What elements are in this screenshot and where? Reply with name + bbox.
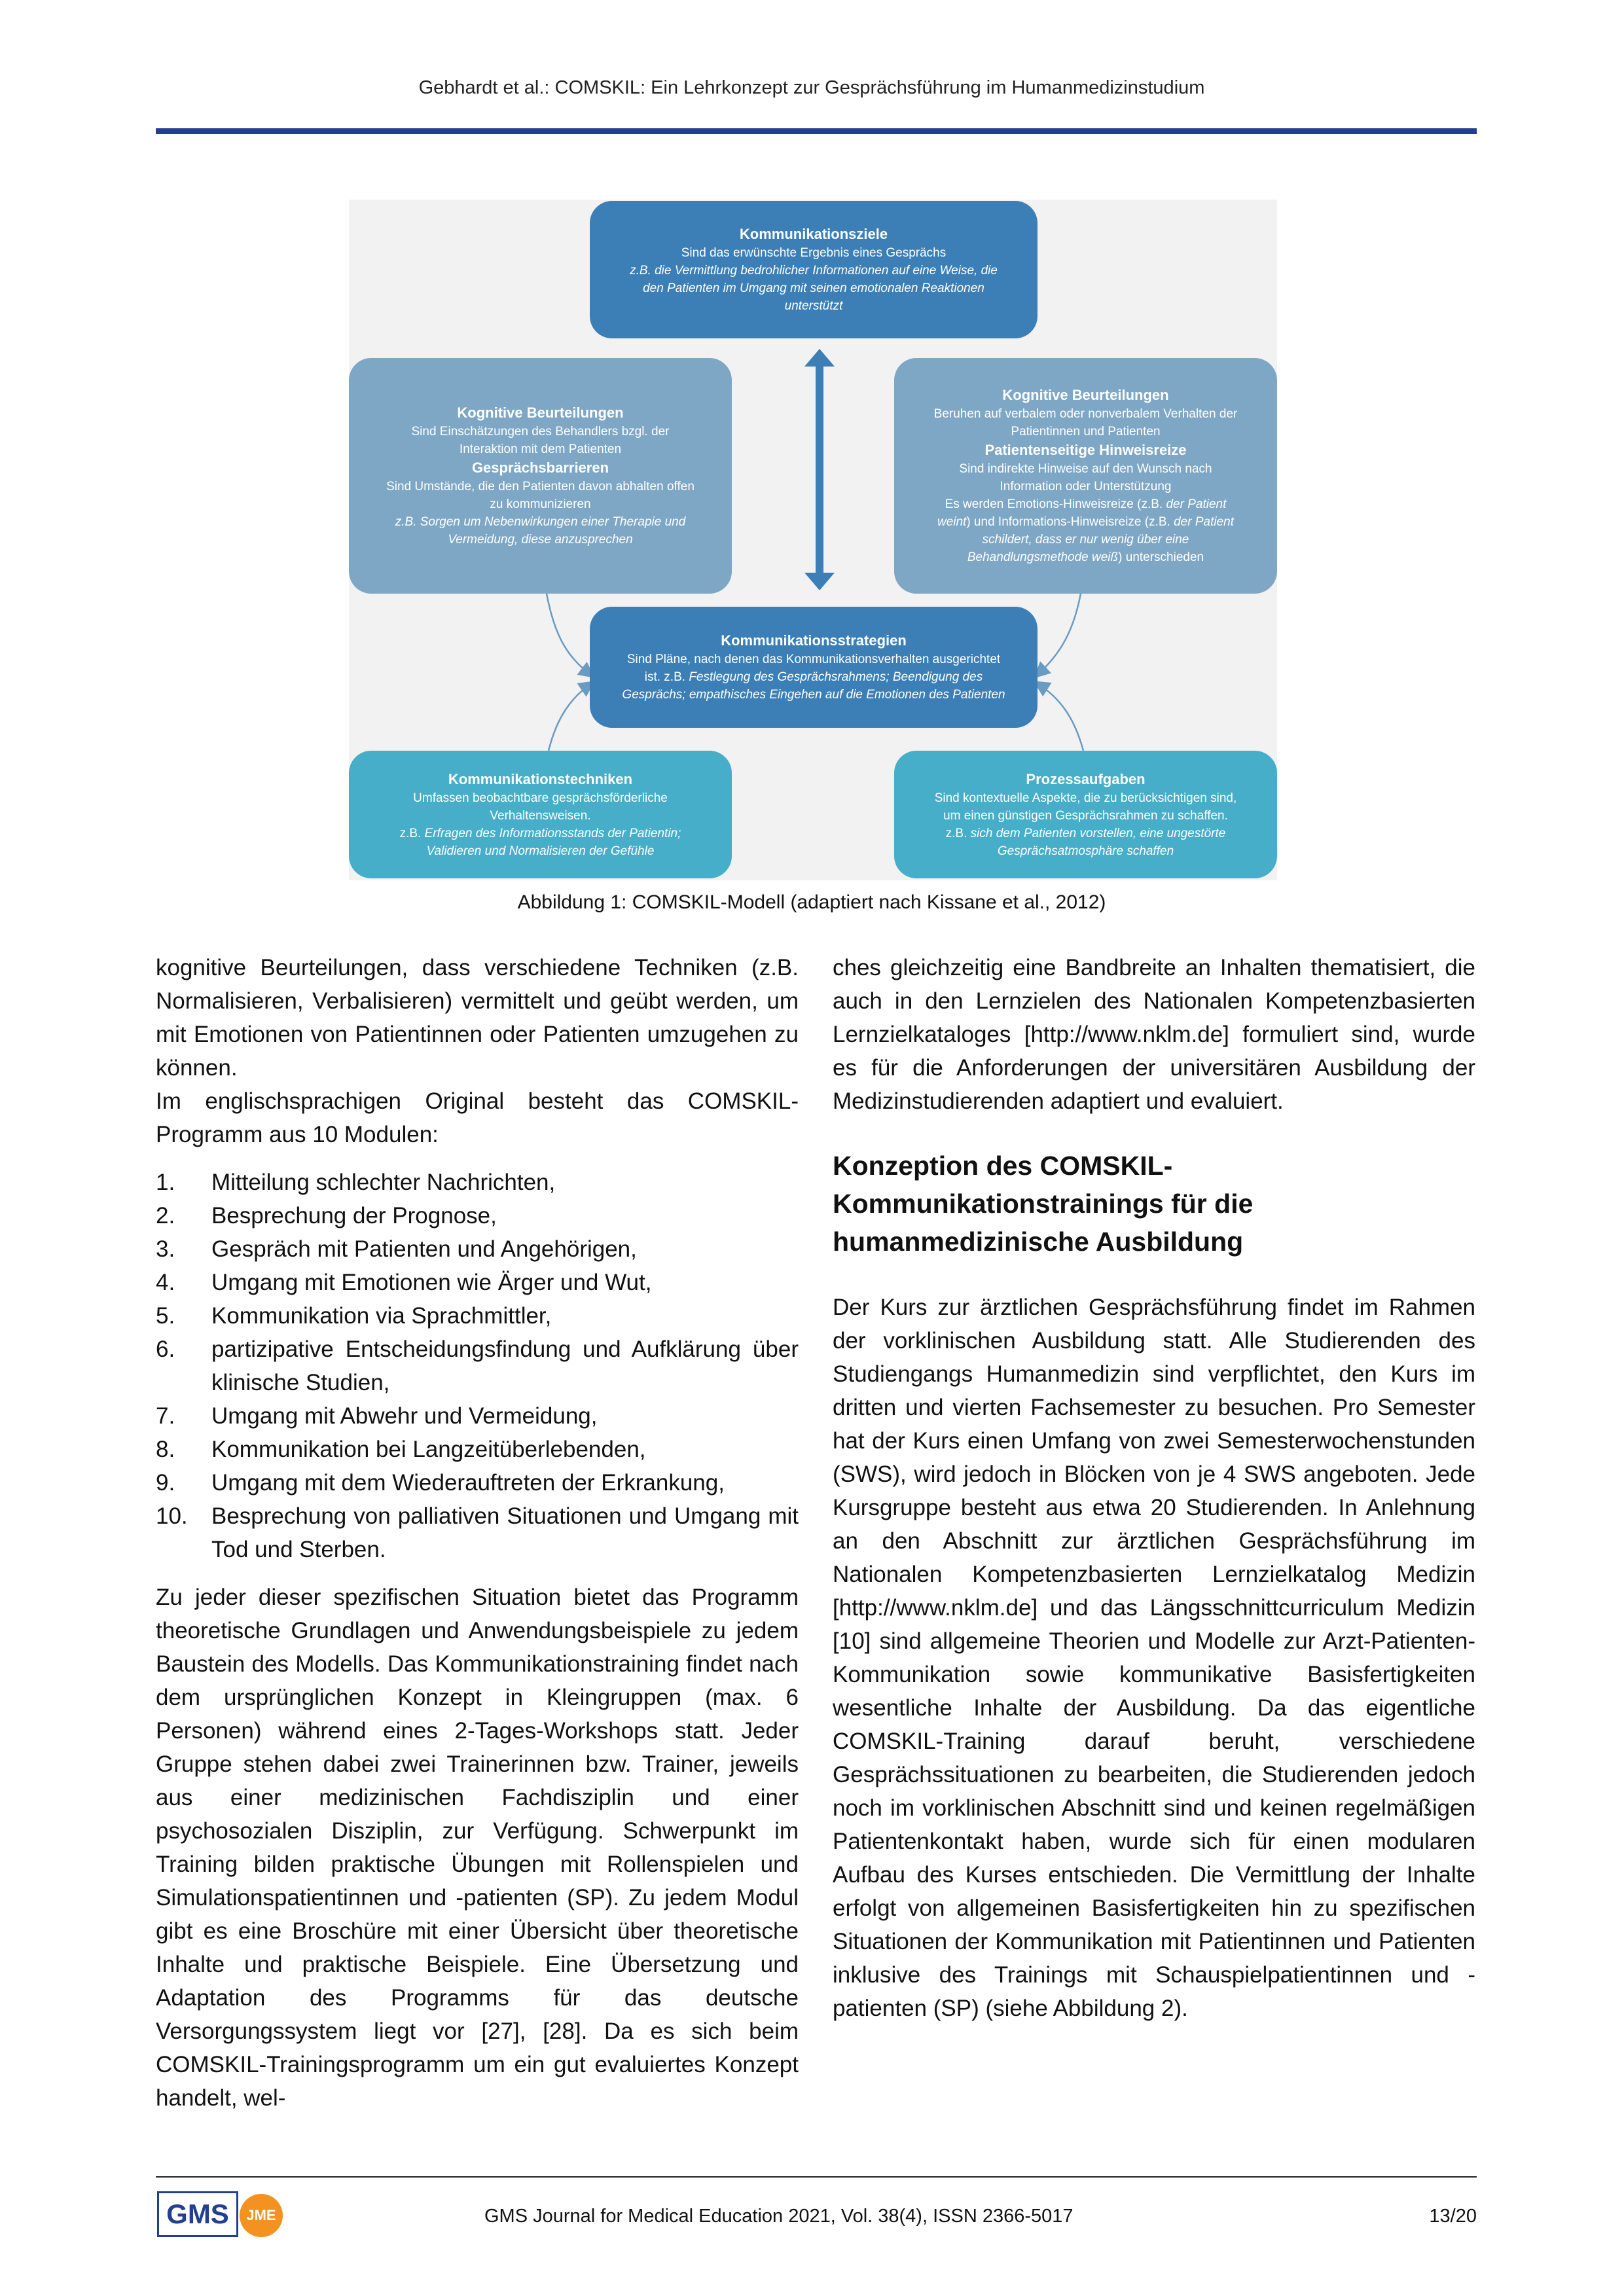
footer-rule (156, 2176, 1477, 2178)
goals-box: Kommunikationsziele Sind das erwünschte Ergebnis eines Gesprächs z.B. die Vermittlung bedrohlicher Informationen auf eine Weise, die den Patienten im Umgang mit seinen emotionalen Reaktionen unterstützt (590, 201, 1038, 338)
gms-logo: GMS (157, 2191, 238, 2237)
section-heading: Konzeption des COMSKIL-Kommunikationstrainings für die humanmedizinische Ausbildung (833, 1151, 1254, 1257)
jme-logo: JME (240, 2194, 283, 2237)
list-item: 7. Umgang mit Abwehr und Vermeidung, (156, 1403, 598, 1429)
paragraph: Der Kurs zur ärztlichen Gesprächsführung findet im Rahmen der vorklinischen Ausbildung statt. Alle Studierenden des Studiengangs Humanmedizin sind verpflichtet, den Kurs im dritten und vierten Fachsemester zu besuchen. Pro Semester hat der Kurs einen Umfang von zwei Semesterwochenstunden (SWS), wird jedoch in Blöcken von je 4 SWS angeboten. Jede Kursgruppe besteht aus etwa 20 Studierenden. In Anlehnung an den Abschnitt zur ärztlichen Gesprächsführung im Nationalen Kompetenzbasierten Lernzielkatalog Medizin [http://www.nklm.de] und das Längsschnittcurriculum Medizin [10] sind allgemeine Theorien und Modelle zur Arzt-Patienten-Kommunikation sowie kommunikative Basisfertigkeiten wesentliche Inhalte der Ausbildung. Da das eigentliche COMSKIL-Training darauf beruht, verschiedene Gesprächssituationen zu bearbeiten, die Studierenden jedoch noch im vorklinischen Abschnitt sind und keinen regelmäßigen Patientenkontakt haben, wurde sich für einen modularen Aufbau des Kurses entschieden. Die Vermittlung der Inhalte erfolgt von allgemeinen Basisfertigkeiten hin zu spezifischen Situationen der Kommunikation mit Patientinnen und Patienten inklusive des Trainings mit Schauspielpatientinnen und -patienten (SP) (siehe Abbildung 2). (833, 1295, 1475, 2021)
list-item: 10. Besprechung von palliativen Situationen und Umgang mit Tod und Sterben. (156, 1503, 799, 1562)
strategies-box: Kommunikationsstrategien Sind Pläne, nach denen das Kommunikationsverhalten ausgerichtet ist. z.B. Festlegung des Gesprächsrahmens; Beendigung des Gesprächs; empathisches Eingehen auf die Emotionen des Patienten (590, 607, 1038, 728)
list-item: 1. Mitteilung schlechter Nachrichten, (156, 1170, 556, 1195)
list-item: 4. Umgang mit Emotionen wie Ärger und Wut, (156, 1270, 652, 1295)
header-rule (156, 128, 1477, 134)
techniques-box: Kommunikationstechniken Umfassen beobachtbare gesprächsförderliche Verhaltensweisen. z.B. Erfragen des Informationsstands der Patientin; Validieren und Normalisieren der Gefühle (349, 751, 732, 878)
barriers-box: Kognitive Beurteilungen Sind Einschätzungen des Behandlers bzgl. der Interaktion mit dem Patienten Gesprächsbarrieren Sind Umstände, die den Patienten davon abhalten offen zu kommunizieren z.B. Sorgen um Nebenwirkungen einer Therapie und Vermeidung, diese anzusprechen (349, 358, 732, 594)
paragraph: Zu jeder dieser spezifischen Situation bietet das Programm theoretische Grundlagen und Anwendungsbeispiele zu jedem Baustein des Modells. Das Kommunikationstraining findet nach dem ursprünglichen Konzept in Kleingruppen (max. 6 Personen) während eines 2-Tages-Workshops statt. Jeder Gruppe stehen dabei zwei Trainerinnen bzw. Trainer, jeweils aus einer medizinischen Fachdisziplin und einer psychosozialen Disziplin, zur Verfügung. Schwerpunkt im Training bilden praktische Übungen mit Rollenspielen und Simulationspatientinnen und -patienten (SP). Zu jedem Modul gibt es eine Broschüre mit einer Übersicht über theoretische Inhalte und praktische Beispiele. Eine Übersetzung und Adaptation des Programms für das deutsche Versorgungssystem liegt vor [27], [28]. Da es sich beim COMSKIL-Trainingsprogramm um ein gut evaluiertes Konzept handelt, wel- (156, 1585, 799, 2111)
cues-box: Kognitive Beurteilungen Beruhen auf verbalem oder nonverbalem Verhalten der Patientinnen und Patienten Patientenseitige Hinweisreize Sind indirekte Hinweise auf den Wunsch nach Information oder Unterstützung Es werden Emotions-Hinweisreize (z.B. der Patient weint) und Informations-Hinweisreize (z.B. der Patient schildert, dass er nur wenig über eine Behandlungsmethode weiß) unterschieden (894, 358, 1277, 594)
figure-caption: Abbildung 1: COMSKIL-Modell (adaptiert nach Kissane et al., 2012) (517, 891, 1106, 913)
module-list (156, 1166, 799, 1566)
connector-left-lower (549, 683, 592, 751)
connector-right-upper (1036, 594, 1081, 676)
running-title: Gebhardt et al.: COMSKIL: Ein Lehrkonzept zur Gesprächsführung im Humanmedizinstudium (418, 77, 1205, 98)
right-column (833, 951, 1475, 2025)
page-number: 13/20 (1429, 2206, 1477, 2227)
list-item: 9. Umgang mit dem Wiederauftreten der Erkrankung, (156, 1470, 725, 1496)
list-item: 8. Kommunikation bei Langzeitüberlebenden, (156, 1437, 646, 1462)
left-column (156, 951, 799, 2115)
connector-left-upper (547, 594, 592, 676)
paragraph: Im englischsprachigen Original besteht das COMSKIL-Programm aus 10 Modulen: (156, 1088, 799, 1147)
list-item: 5. Kommunikation via Sprachmittler, (156, 1303, 552, 1329)
comskil-model-figure (349, 200, 1277, 880)
process-tasks-box: Prozessaufgaben Sind kontextuelle Aspekte, die zu berücksichtigen sind, um einen günstigen Gesprächsrahmen zu schaffen. z.B. sich dem Patienten vorstellen, eine ungestörte Gesprächsatmosphäre schaffen (894, 751, 1277, 878)
connector-right-lower (1036, 683, 1083, 751)
paragraph: ches gleichzeitig eine Bandbreite an Inhalten thematisiert, die auch in den Lernzielen des Nationalen Kompetenzbasierten Lernzielkataloges [http://www.nklm.de] formuliert sind, wurde es für die Anforderungen der universitären Ausbildung der Medizinstudierenden adaptiert und evaluiert. (833, 955, 1475, 1114)
list-item: 2. Besprechung der Prognose, (156, 1203, 497, 1229)
list-item: 3. Gespräch mit Patienten und Angehörigen, (156, 1236, 637, 1262)
double-arrow (804, 349, 835, 590)
paragraph: kognitive Beurteilungen, dass verschiedene Techniken (z.B. Normalisieren, Verbalisieren) vermittelt und geübt werden, um mit Emotionen von Patientinnen oder Patienten umzugehen zu können. (156, 955, 799, 1081)
journal-citation: GMS Journal for Medical Education 2021, Vol. 38(4), ISSN 2366-5017 (484, 2206, 1074, 2227)
list-item: 6. partizipative Entscheidungsfindung und Aufklärung über klinische Studien, (156, 1336, 799, 1395)
